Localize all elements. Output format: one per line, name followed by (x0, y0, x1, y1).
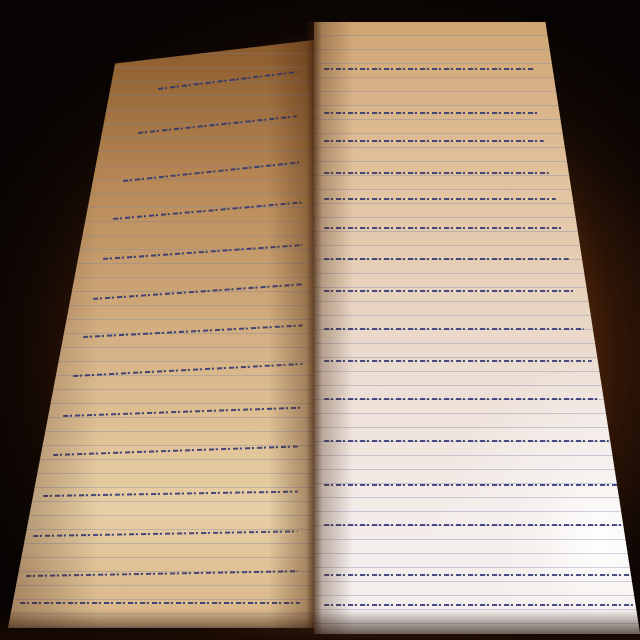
handwritten-line (324, 524, 626, 526)
handwritten-line (93, 283, 303, 300)
handwritten-line (324, 360, 592, 362)
handwritten-line (83, 324, 303, 338)
handwritten-line (33, 530, 298, 537)
handwritten-line (324, 440, 609, 442)
handwritten-line (324, 68, 534, 70)
handwritten-line (113, 201, 302, 220)
handwritten-line (63, 407, 301, 417)
handwritten-line (324, 604, 638, 606)
handwritten-line (324, 484, 618, 486)
handwritten-line (324, 258, 569, 260)
handwritten-line (103, 244, 303, 260)
handwritten-line (324, 398, 600, 400)
handwritten-line (123, 161, 302, 182)
notebook-gutter (306, 22, 322, 634)
handwritten-line (324, 574, 634, 576)
handwritten-line (324, 140, 544, 142)
handwritten-line (158, 71, 297, 90)
handwritten-line (20, 602, 300, 604)
handwritten-line (138, 115, 297, 134)
handwritten-line (73, 363, 303, 377)
bottom-shadow (0, 610, 640, 640)
handwritten-line (324, 328, 584, 330)
handwritten-line (324, 172, 549, 174)
handwritten-line (324, 227, 562, 229)
handwritten-line (324, 198, 556, 200)
handwritten-line (53, 445, 298, 456)
handwritten-line (324, 112, 539, 114)
handwritten-line (26, 570, 298, 577)
handwritten-line (43, 491, 298, 497)
handwritten-line (324, 290, 576, 292)
